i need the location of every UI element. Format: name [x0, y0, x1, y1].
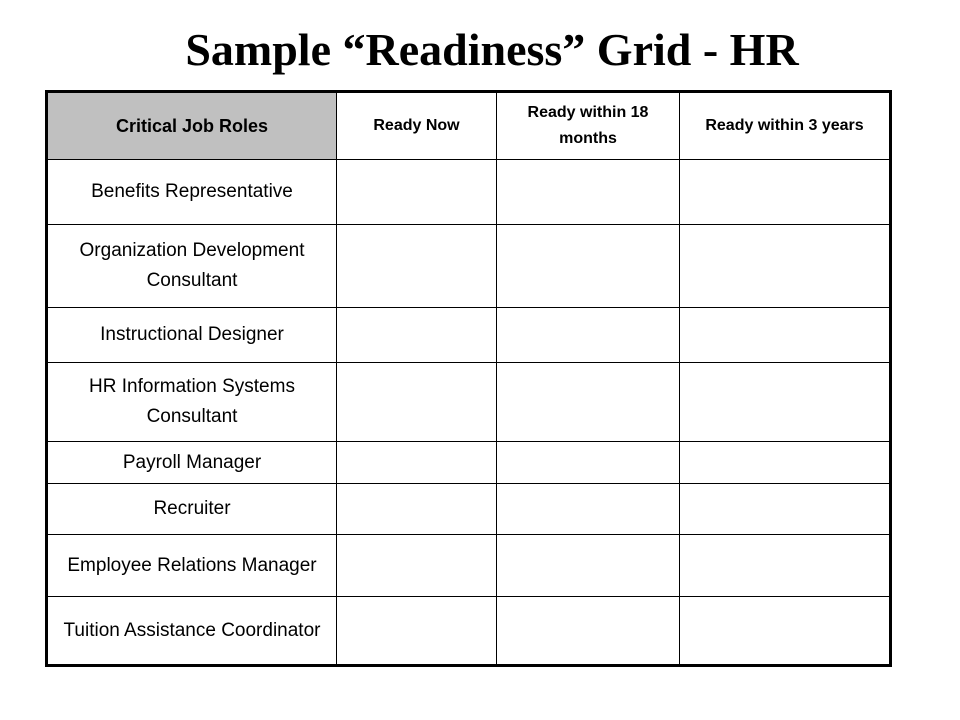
ready-now-cell[interactable]	[337, 484, 497, 535]
ready-18-months-cell[interactable]	[497, 160, 680, 225]
table-row	[47, 535, 891, 597]
ready-now-cell[interactable]	[337, 160, 497, 225]
ready-now-cell[interactable]	[337, 535, 497, 597]
header-row	[47, 92, 891, 160]
ready-now-cell[interactable]	[337, 597, 497, 666]
role-cell: Benefits Representative	[47, 160, 337, 225]
page-title: Sample “Readiness” Grid - HR	[185, 24, 799, 75]
table-row	[47, 597, 891, 666]
table-row	[47, 484, 891, 535]
table-row	[47, 363, 891, 442]
header-ready-within-18-months: Ready within 18 months	[497, 92, 680, 160]
header-critical-job-roles: Critical Job Roles	[47, 92, 337, 160]
ready-now-cell[interactable]	[337, 442, 497, 484]
ready-18-months-cell[interactable]	[497, 442, 680, 484]
role-cell: Payroll Manager	[47, 442, 337, 484]
ready-now-cell[interactable]	[337, 308, 497, 363]
ready-18-months-cell[interactable]	[497, 363, 680, 442]
table-row	[47, 160, 891, 225]
ready-3-years-cell[interactable]	[680, 160, 891, 225]
ready-3-years-cell[interactable]	[680, 484, 891, 535]
role-cell: HR Information Systems Consultant	[47, 363, 337, 442]
ready-18-months-cell[interactable]	[497, 535, 680, 597]
header-ready-now: Ready Now	[337, 92, 497, 160]
ready-now-cell[interactable]	[337, 225, 497, 308]
ready-3-years-cell[interactable]	[680, 308, 891, 363]
table-row	[47, 308, 891, 363]
ready-18-months-cell[interactable]	[497, 597, 680, 666]
ready-18-months-cell[interactable]	[497, 308, 680, 363]
ready-now-cell[interactable]	[337, 363, 497, 442]
table-row	[47, 442, 891, 484]
ready-18-months-cell[interactable]	[497, 225, 680, 308]
role-cell: Employee Relations Manager	[47, 535, 337, 597]
role-cell: Recruiter	[47, 484, 337, 535]
header-ready-within-3-years: Ready within 3 years	[680, 92, 891, 160]
ready-3-years-cell[interactable]	[680, 535, 891, 597]
role-cell: Organization Development Consultant	[47, 225, 337, 308]
ready-18-months-cell[interactable]	[497, 484, 680, 535]
ready-3-years-cell[interactable]	[680, 442, 891, 484]
role-cell: Tuition Assistance Coordinator	[47, 597, 337, 666]
readiness-grid-table	[45, 90, 892, 667]
role-cell: Instructional Designer	[47, 308, 337, 363]
ready-3-years-cell[interactable]	[680, 597, 891, 666]
ready-3-years-cell[interactable]	[680, 225, 891, 308]
table-row	[47, 225, 891, 308]
ready-3-years-cell[interactable]	[680, 363, 891, 442]
